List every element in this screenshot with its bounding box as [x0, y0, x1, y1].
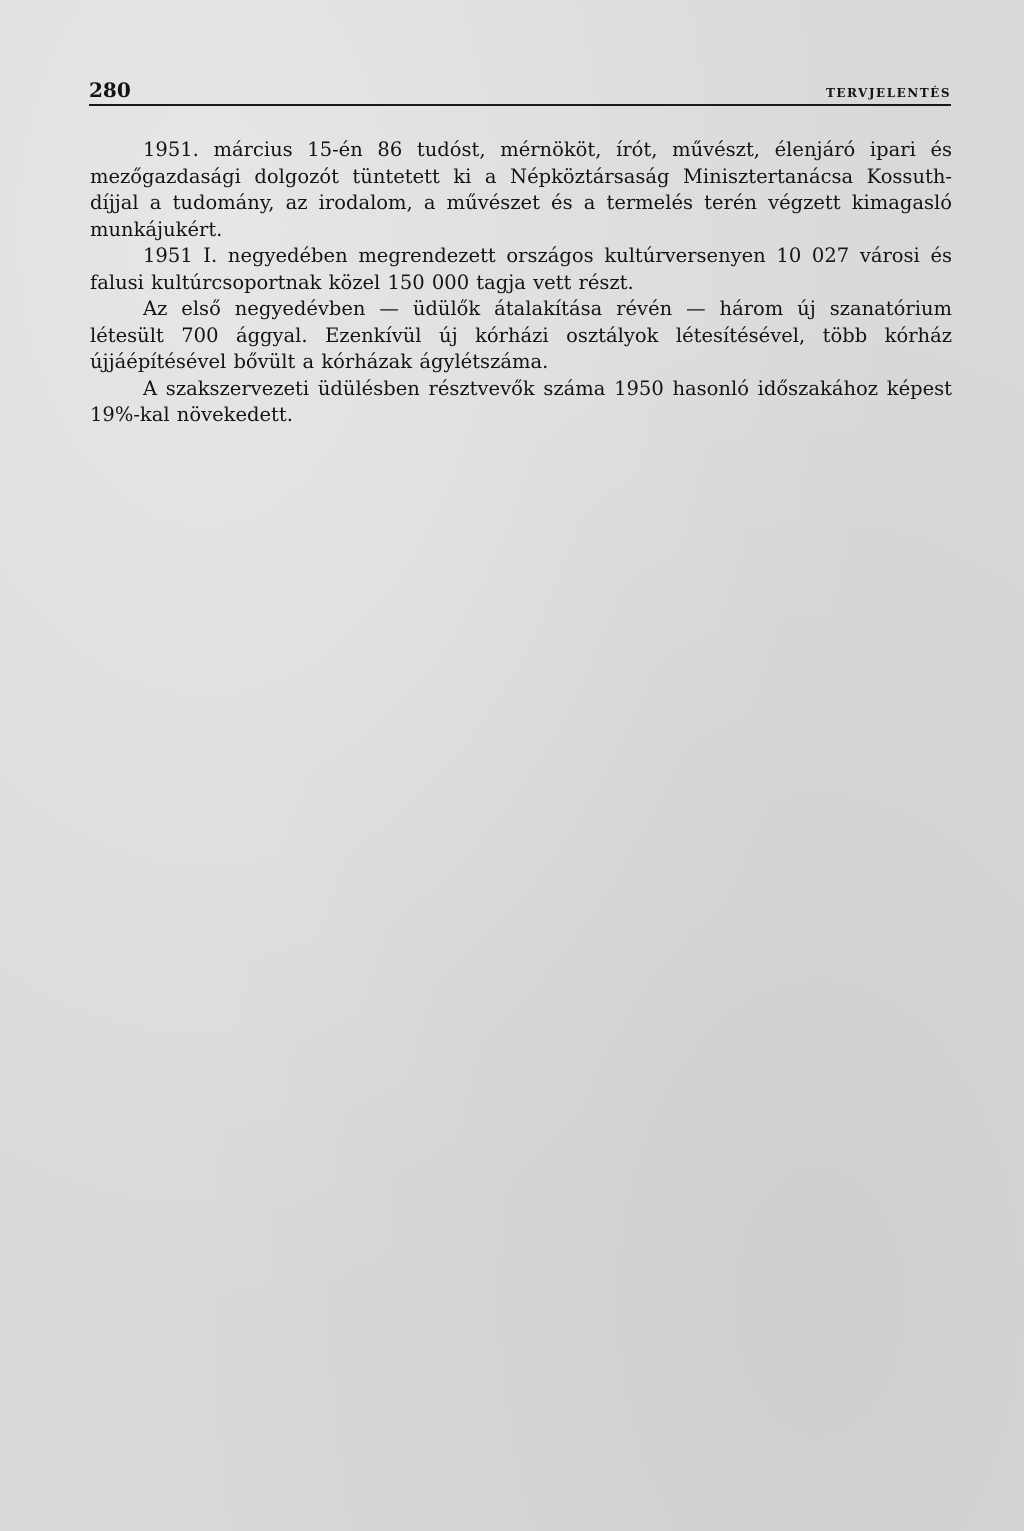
body-text [90, 137, 952, 429]
running-head [89, 74, 951, 104]
running-title: TERVJELENTÉS [825, 86, 951, 100]
paragraph-culture-competition: 1951 I. negyedében megrendezett országos kultúrversenyen 10 027 városi és falusi kultúrcsoportnak közel 150 000 tagja vett részt. [90, 244, 952, 294]
page-number: 280 [89, 78, 131, 102]
header-rule [89, 104, 951, 106]
paragraph-kossuth-prize: 1951. március 15-én 86 tudóst, mérnököt, írót, művészt, élenjáró ipari és mezőgazdasági dolgozót tüntetett ki a Népköztársaság Minisztertanácsa Kossuth-díjjal a tudomány, az irodalom, a művészet és a termelés terén végzett kimagasló munkájukért. [90, 138, 952, 241]
paragraph-union-holidays: A szakszervezeti üdülésben résztvevők száma 1950 hasonló időszakához képest 19%-kal növekedett. [90, 376, 952, 426]
paragraph-sanatorium: Az első negyedévben — üdülők átalakítása révén — három új szanatórium létesült 700 ággyal. Ezenkívül új kórházi osztályok létesítésével, több kórház újjáépítésével bővült a kórházak ágylétszáma. [90, 297, 952, 373]
